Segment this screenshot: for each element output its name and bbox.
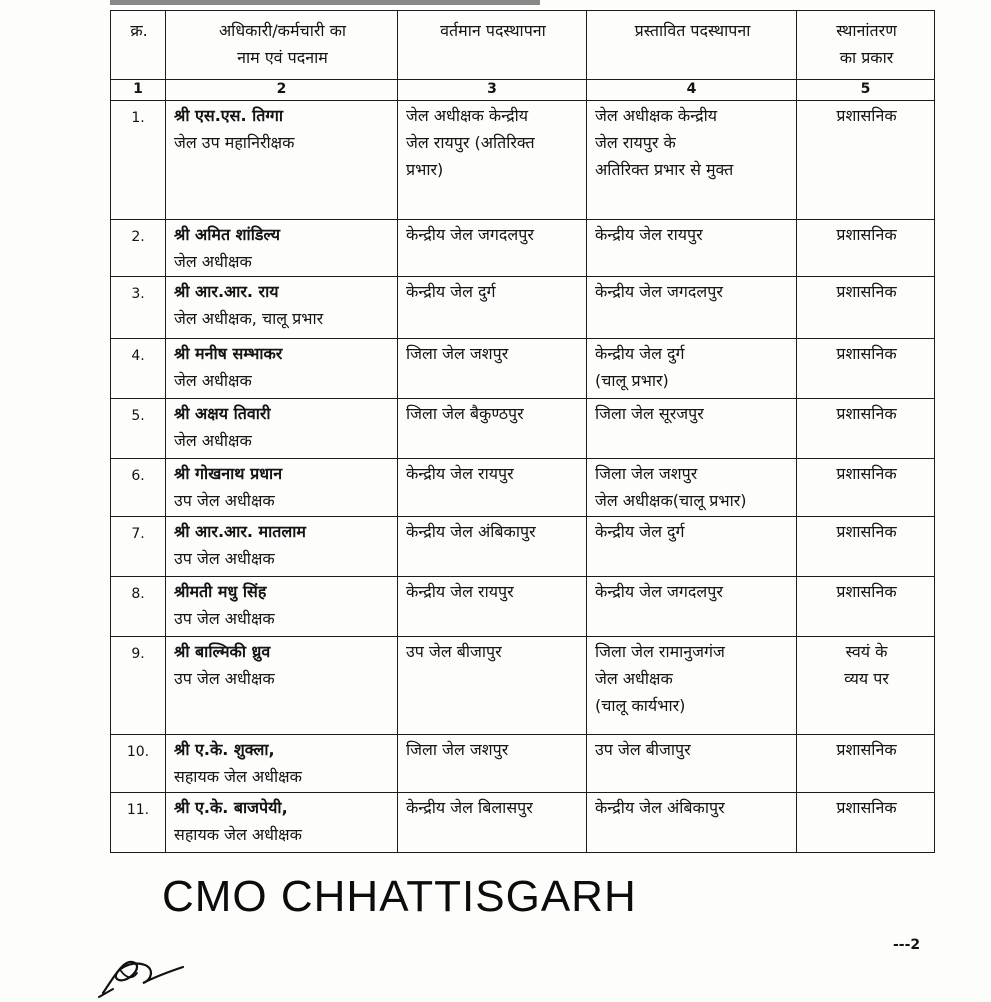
name-cell: [166, 517, 398, 577]
transfer-type-cell: [797, 339, 935, 399]
current-posting-line: उप जेल बीजापुर: [406, 642, 502, 661]
proposed-posting-line: केन्द्रीय जेल रायपुर: [595, 225, 703, 244]
proposed-posting-line: उप जेल बीजापुर: [595, 740, 691, 759]
proposed-posting-cell: [587, 735, 797, 793]
transfer-type-line: प्रशासनिक: [836, 225, 897, 244]
transfer-type-cell: [797, 793, 935, 853]
table-row: [111, 637, 935, 735]
current-posting-cell: [398, 399, 587, 459]
transfer-type-cell: [797, 735, 935, 793]
column-number: 4: [587, 80, 797, 101]
table-row: [111, 793, 935, 853]
current-posting-cell: [398, 735, 587, 793]
current-posting-cell: [398, 339, 587, 399]
officer-name: श्री एस.एस. तिग्गा: [174, 106, 284, 125]
current-posting-line: जिला जेल बैकुण्ठपुर: [406, 404, 524, 423]
current-posting-line: जिला जेल जशपुर: [406, 740, 509, 759]
transfer-type-line: व्यय पर: [844, 669, 889, 688]
name-cell: [166, 101, 398, 220]
serial-cell: 8.: [111, 577, 166, 637]
proposed-posting-cell: [587, 101, 797, 220]
officer-designation: सहायक जेल अधीक्षक: [174, 825, 302, 844]
officer-designation: जेल अधीक्षक: [174, 371, 252, 390]
serial-cell: 3.: [111, 277, 166, 339]
proposed-posting-cell: [587, 399, 797, 459]
officer-designation: उप जेल अधीक्षक: [174, 609, 275, 628]
transfer-type-line: प्रशासनिक: [836, 106, 897, 125]
proposed-posting-line: जेल अधीक्षक(चालू प्रभार): [595, 491, 747, 510]
current-posting-cell: [398, 220, 587, 277]
current-posting-cell: [398, 637, 587, 735]
signature-icon: [95, 945, 190, 1000]
serial-cell: 6.: [111, 459, 166, 517]
officer-name: श्री अक्षय तिवारी: [174, 404, 271, 423]
column-number: 1: [111, 80, 166, 101]
current-posting-line: केन्द्रीय जेल दुर्ग: [406, 282, 496, 301]
current-posting-line: केन्द्रीय जेल रायपुर: [406, 582, 514, 601]
header-transfer-type: स्थानांतरण का प्रकार: [797, 11, 935, 80]
officer-name: श्री आर.आर. मातलाम: [174, 522, 306, 541]
proposed-posting-cell: [587, 793, 797, 853]
column-number: 3: [398, 80, 587, 101]
officer-designation: जेल अधीक्षक: [174, 252, 252, 271]
transfer-type-line: प्रशासनिक: [836, 282, 897, 301]
cropped-previous-text-line: [110, 0, 540, 5]
transfer-type-line: प्रशासनिक: [836, 582, 897, 601]
table-row: [111, 517, 935, 577]
officer-name: श्री ए.के. बाजपेयी,: [174, 798, 288, 817]
name-cell: [166, 637, 398, 735]
current-posting-line: केन्द्रीय जेल रायपुर: [406, 464, 514, 483]
header-serial: क्र.: [111, 11, 166, 80]
proposed-posting-cell: [587, 577, 797, 637]
table-row: [111, 220, 935, 277]
table-row: [111, 101, 935, 220]
proposed-posting-cell: [587, 277, 797, 339]
header-proposed-posting: प्रस्तावित पदस्थापना: [587, 11, 797, 80]
table-row: [111, 339, 935, 399]
serial-cell: 11.: [111, 793, 166, 853]
proposed-posting-line: (चालू प्रभार): [595, 371, 669, 390]
serial-cell: 1.: [111, 101, 166, 220]
proposed-posting-line: जिला जेल रामानुजगंज: [595, 642, 725, 661]
officer-designation: जेल उप महानिरीक्षक: [174, 133, 295, 152]
transfer-type-line: स्वयं के: [845, 642, 888, 661]
transfer-type-cell: [797, 517, 935, 577]
proposed-posting-cell: [587, 339, 797, 399]
serial-cell: 9.: [111, 637, 166, 735]
proposed-posting-line: अतिरिक्त प्रभार से मुक्त: [595, 160, 734, 179]
name-cell: [166, 459, 398, 517]
transfer-type-cell: [797, 220, 935, 277]
transfer-type-cell: [797, 577, 935, 637]
name-cell: [166, 220, 398, 277]
transfer-type-line: प्रशासनिक: [836, 522, 897, 541]
transfer-type-cell: [797, 277, 935, 339]
proposed-posting-line: जेल अधीक्षक केन्द्रीय: [595, 106, 718, 125]
name-cell: [166, 577, 398, 637]
page-continuation-marker: ---2: [893, 937, 921, 953]
officer-name: श्री मनीष सम्भाकर: [174, 344, 283, 363]
proposed-posting-line: केन्द्रीय जेल जगदलपुर: [595, 582, 723, 601]
transfer-type-cell: [797, 459, 935, 517]
header-name: अधिकारी/कर्मचारी का नाम एवं पदनाम: [166, 11, 398, 80]
table-row: [111, 459, 935, 517]
officer-designation: उप जेल अधीक्षक: [174, 669, 275, 688]
current-posting-cell: [398, 277, 587, 339]
table-row: [111, 277, 935, 339]
current-posting-cell: [398, 793, 587, 853]
officer-designation: उप जेल अधीक्षक: [174, 491, 275, 510]
proposed-posting-line: जिला जेल जशपुर: [595, 464, 698, 483]
transfer-table: [110, 10, 935, 853]
current-posting-line: जेल अधीक्षक केन्द्रीय: [406, 106, 529, 125]
current-posting-cell: [398, 577, 587, 637]
table-row: [111, 577, 935, 637]
transfer-type-line: प्रशासनिक: [836, 464, 897, 483]
proposed-posting-line: (चालू कार्यभार): [595, 696, 686, 715]
officer-name: श्री गोखनाथ प्रधान: [174, 464, 283, 483]
watermark-text: CMO CHHATTISGARH: [162, 872, 637, 921]
serial-cell: 2.: [111, 220, 166, 277]
column-number: 5: [797, 80, 935, 101]
current-posting-cell: [398, 101, 587, 220]
proposed-posting-cell: [587, 459, 797, 517]
current-posting-cell: [398, 459, 587, 517]
transfer-type-line: प्रशासनिक: [836, 404, 897, 423]
name-cell: [166, 793, 398, 853]
current-posting-line: प्रभार): [406, 160, 444, 179]
current-posting-line: केन्द्रीय जेल अंबिकापुर: [406, 522, 536, 541]
current-posting-cell: [398, 517, 587, 577]
proposed-posting-cell: [587, 517, 797, 577]
officer-designation: जेल अधीक्षक, चालू प्रभार: [174, 309, 324, 328]
proposed-posting-line: जेल अधीक्षक: [595, 669, 673, 688]
officer-name: श्री ए.के. शुक्ला,: [174, 740, 275, 759]
transfer-type-cell: [797, 399, 935, 459]
officer-name: श्रीमती मधु सिंह: [174, 582, 267, 601]
serial-cell: 5.: [111, 399, 166, 459]
officer-designation: उप जेल अधीक्षक: [174, 549, 275, 568]
proposed-posting-cell: [587, 637, 797, 735]
current-posting-line: जिला जेल जशपुर: [406, 344, 509, 363]
proposed-posting-line: केन्द्रीय जेल जगदलपुर: [595, 282, 723, 301]
header-row: [111, 11, 935, 80]
column-number-row: [111, 80, 935, 101]
proposed-posting-line: जेल रायपुर के: [595, 133, 676, 152]
transfer-type-line: प्रशासनिक: [836, 798, 897, 817]
name-cell: [166, 735, 398, 793]
proposed-posting-cell: [587, 220, 797, 277]
name-cell: [166, 399, 398, 459]
officer-designation: सहायक जेल अधीक्षक: [174, 767, 302, 786]
proposed-posting-line: केन्द्रीय जेल दुर्ग: [595, 522, 685, 541]
table-row: [111, 735, 935, 793]
proposed-posting-line: केन्द्रीय जेल अंबिकापुर: [595, 798, 725, 817]
current-posting-line: केन्द्रीय जेल बिलासपुर: [406, 798, 533, 817]
table-row: [111, 399, 935, 459]
transfer-type-line: प्रशासनिक: [836, 740, 897, 759]
name-cell: [166, 339, 398, 399]
current-posting-line: केन्द्रीय जेल जगदलपुर: [406, 225, 534, 244]
officer-name: श्री आर.आर. राय: [174, 282, 279, 301]
officer-name: श्री अमित शांडिल्य: [174, 225, 280, 244]
transfer-type-line: प्रशासनिक: [836, 344, 897, 363]
header-current-posting: वर्तमान पदस्थापना: [398, 11, 587, 80]
transfer-type-cell: [797, 101, 935, 220]
transfer-type-cell: [797, 637, 935, 735]
proposed-posting-line: जिला जेल सूरजपुर: [595, 404, 704, 423]
officer-designation: जेल अधीक्षक: [174, 431, 252, 450]
officer-name: श्री बाल्मिकी ध्रुव: [174, 642, 271, 661]
serial-cell: 4.: [111, 339, 166, 399]
current-posting-line: जेल रायपुर (अतिरिक्त: [406, 133, 535, 152]
name-cell: [166, 277, 398, 339]
column-number: 2: [166, 80, 398, 101]
serial-cell: 7.: [111, 517, 166, 577]
serial-cell: 10.: [111, 735, 166, 793]
proposed-posting-line: केन्द्रीय जेल दुर्ग: [595, 344, 685, 363]
